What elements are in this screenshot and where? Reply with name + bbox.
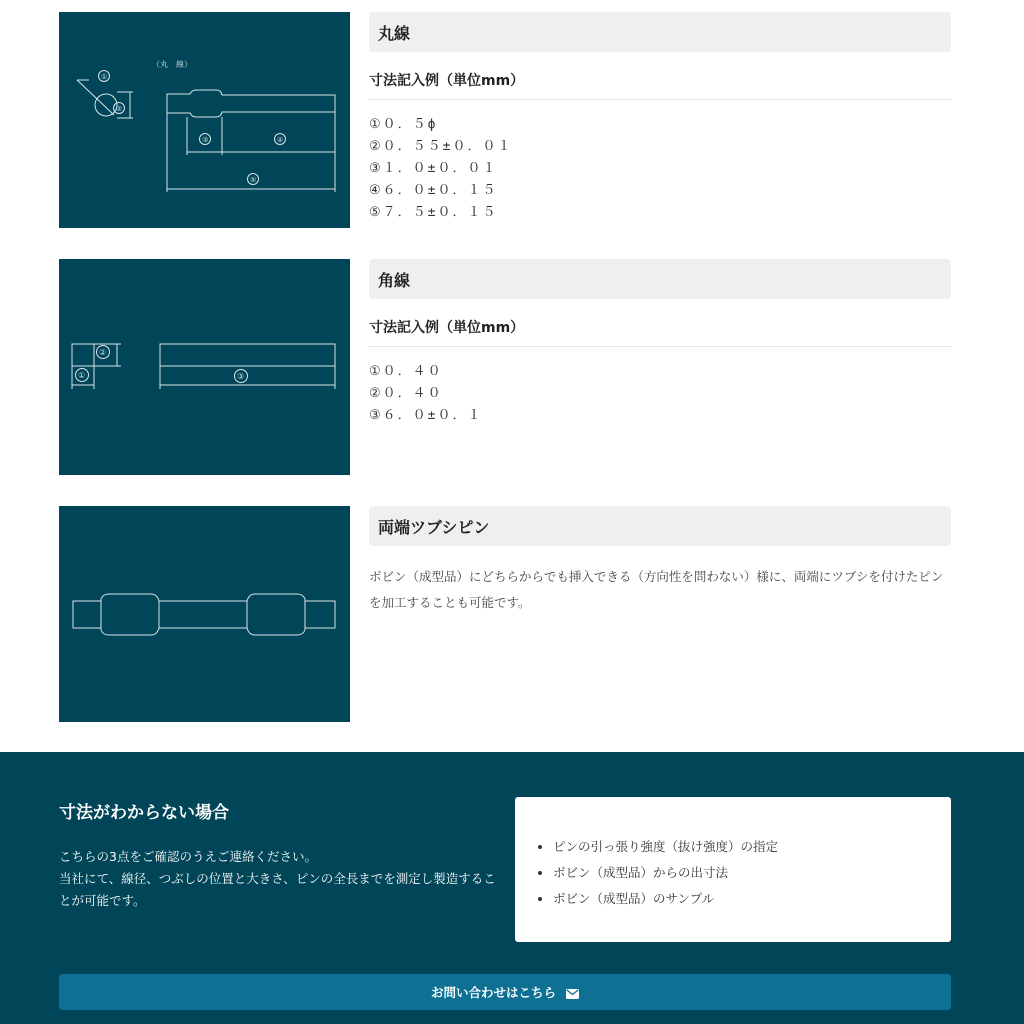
mark-3: ③	[237, 372, 245, 381]
contact-button[interactable]	[59, 974, 951, 1010]
cta-checklist	[515, 797, 951, 942]
mark-5: ⑤	[250, 176, 257, 184]
product-double-crush-pin	[59, 506, 951, 722]
dim-item: ②０．５５±０．０１	[369, 139, 513, 154]
round-wire-info	[369, 12, 951, 224]
cta-text-line: こちらの3点をご確認のうえご連絡ください。	[59, 849, 317, 864]
contact-button-label: お問い合わせはこちら	[430, 985, 556, 1000]
double-crush-pin-title: 両端ツブシピン	[369, 506, 951, 546]
round-wire-subtitle: 寸法記入例（単位mm）	[369, 70, 951, 100]
mark-1: ①	[78, 371, 86, 380]
square-wire-title: 角線	[369, 259, 951, 299]
product-square-wire	[59, 259, 951, 475]
square-wire-drawing	[59, 259, 350, 475]
dim-item: ③１．０±０．０１	[369, 161, 498, 176]
list-item: • ボビン（成型品）からの出寸法	[553, 864, 778, 890]
mark-1: ①	[101, 73, 108, 81]
cta-text	[59, 846, 499, 912]
double-crush-pin-drawing	[59, 506, 350, 722]
round-wire-title: 丸線	[369, 12, 951, 52]
product-round-wire	[59, 12, 951, 228]
cta-text-line: 当社にて、線径、つぶしの位置と大きさ、ピンの全長までを測定し製造することが可能です。	[59, 871, 496, 908]
drawing-label: （丸 線）	[152, 60, 192, 69]
dim-item: ④６．０±０．１５	[369, 183, 498, 198]
round-wire-drawing	[59, 12, 350, 228]
mark-4: ④	[277, 136, 284, 144]
dim-item: ①０．５ϕ	[369, 117, 438, 132]
dim-item: ②０．４０	[369, 386, 443, 401]
envelope-icon	[566, 987, 579, 997]
square-wire-subtitle: 寸法記入例（単位mm）	[369, 317, 951, 347]
unknown-dimensions-section	[0, 752, 1024, 1024]
double-crush-pin-info	[369, 506, 951, 616]
dim-item: ①０．４０	[369, 364, 443, 379]
round-wire-dims	[369, 114, 951, 224]
square-wire-info	[369, 259, 951, 427]
list-item: • ボビン（成型品）のサンプル	[553, 890, 778, 916]
dim-item: ⑤７．５±０．１５	[369, 205, 498, 220]
dim-item: ③６．０±０．１	[369, 408, 483, 423]
mark-3: ③	[202, 136, 209, 144]
list-item: • ピンの引っ張り強度（抜け強度）の指定	[553, 838, 778, 864]
square-wire-dims	[369, 361, 951, 427]
mark-2: ②	[99, 348, 107, 357]
double-crush-pin-description: ボビン（成型品）にどちらからでも挿入できる（方向性を問わない）様に、両端にツブシを付けたピンを加工することも可能です。	[369, 569, 944, 610]
cta-title: 寸法がわからない場合	[59, 803, 229, 823]
mark-2: ②	[116, 105, 123, 113]
